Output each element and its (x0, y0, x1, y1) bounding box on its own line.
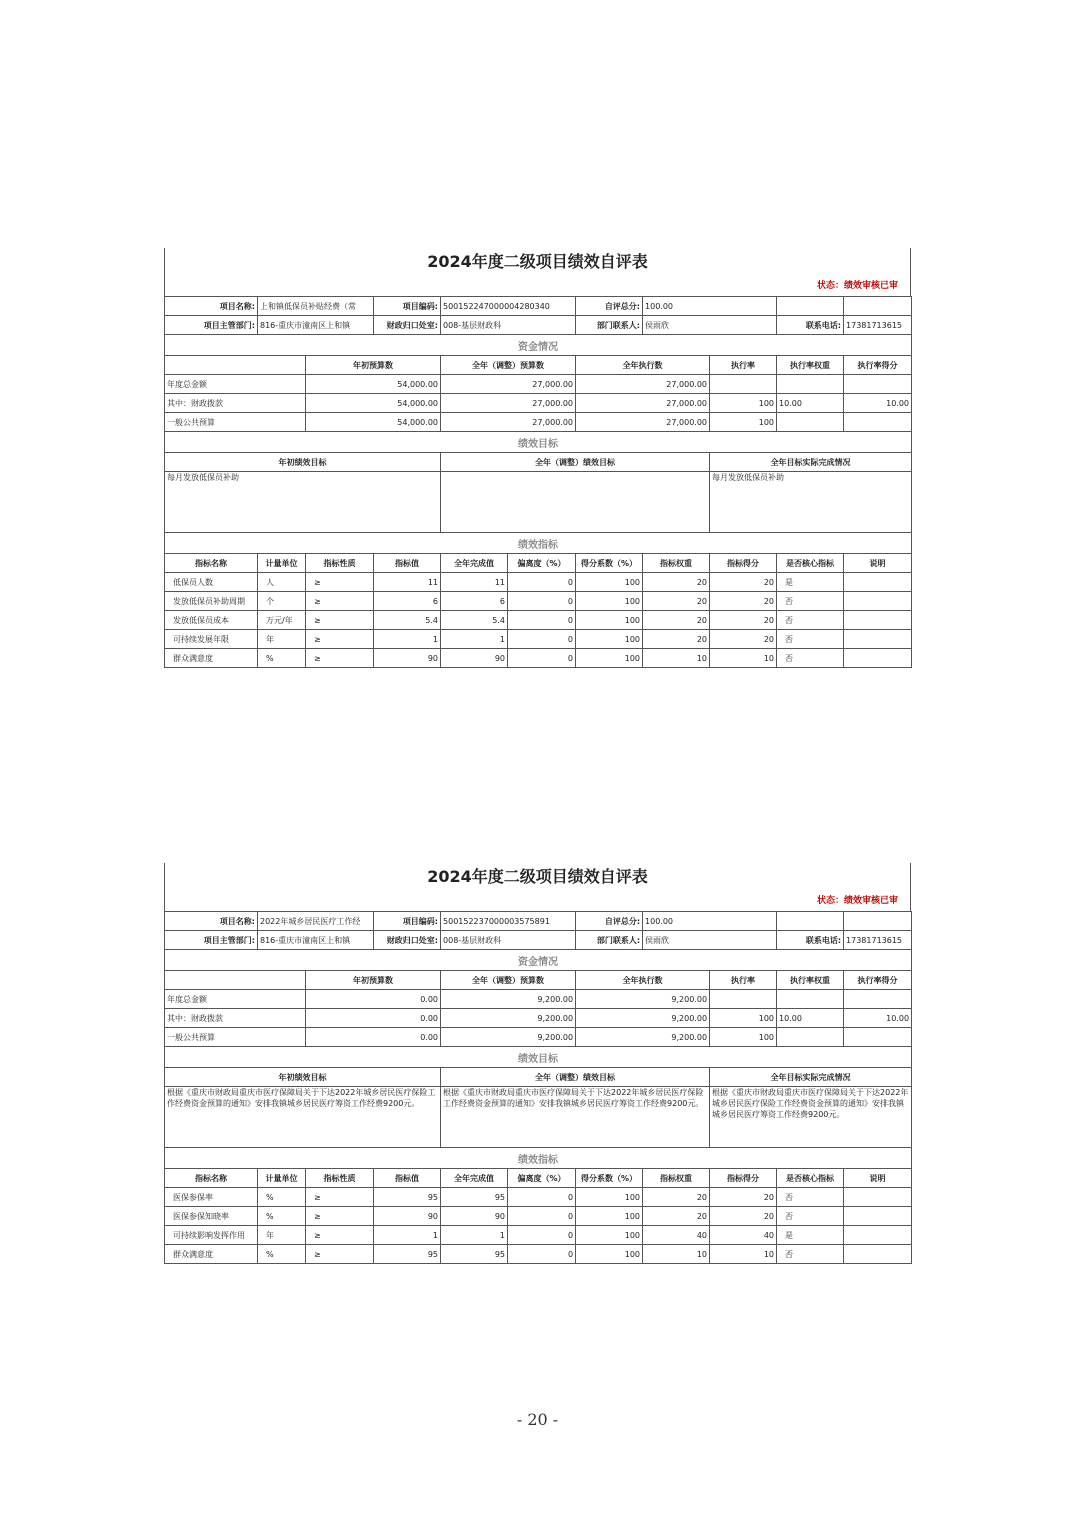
indicator-coefficient: 100 (576, 611, 643, 630)
goals-header-row (165, 453, 912, 472)
funds-weight: 10.00 (777, 1009, 844, 1028)
funds-rate: 100 (710, 413, 777, 432)
indicators-header-row (165, 554, 912, 573)
funds-rate: 100 (710, 1009, 777, 1028)
funds-header-weight: 执行率权重 (777, 356, 844, 375)
indicator-deviation: 0 (508, 592, 576, 611)
indicator-note (844, 1226, 912, 1245)
goals-section-row (165, 1047, 912, 1068)
funds-row-label: 其中：财政拨款 (165, 394, 306, 413)
indicator-row (165, 1207, 912, 1226)
indicator-core: 否 (777, 630, 844, 649)
indicator-coefficient: 100 (576, 1207, 643, 1226)
dept-label: 项目主管部门: (165, 931, 258, 950)
funds-header-adjusted: 全年（调整）预算数 (441, 356, 576, 375)
indicator-deviation: 0 (508, 1188, 576, 1207)
indicator-value: 90 (374, 649, 441, 668)
indicator-done: 90 (441, 649, 508, 668)
form-title: 2024年度二级项目绩效自评表 (164, 248, 911, 276)
funds-weight (777, 413, 844, 432)
dept-value: 816-重庆市潼南区上和镇 (258, 931, 374, 950)
indicator-deviation: 0 (508, 1245, 576, 1264)
indicator-coefficient: 100 (576, 573, 643, 592)
indicator-nature: ≥ (306, 1188, 374, 1207)
indicator-score: 20 (710, 1188, 777, 1207)
indicator-nature: ≥ (306, 611, 374, 630)
indicators-section-row (165, 1148, 912, 1169)
indicators-section-title: 绩效指标 (165, 533, 912, 554)
indicator-note (844, 1207, 912, 1226)
indicator-name: 群众满意度 (165, 1245, 258, 1264)
indicator-unit: % (258, 1207, 306, 1226)
project-name-value: 上和镇低保员补贴经费（常 (258, 297, 374, 316)
funds-header-executed: 全年执行数 (576, 356, 710, 375)
indicator-header-cell: 是否核心指标 (777, 554, 844, 573)
indicator-nature: ≥ (306, 592, 374, 611)
funds-initial: 0.00 (306, 1028, 441, 1047)
indicator-header-cell: 指标权重 (643, 1169, 710, 1188)
funds-weight (777, 990, 844, 1009)
funds-row-label: 其中：财政拨款 (165, 1009, 306, 1028)
indicator-row (165, 1245, 912, 1264)
funds-header-executed: 全年执行数 (576, 971, 710, 990)
funds-header-weight: 执行率权重 (777, 971, 844, 990)
funds-score: 10.00 (844, 1009, 912, 1028)
funds-row (165, 990, 912, 1009)
indicator-coefficient: 100 (576, 649, 643, 668)
finance-office-label: 财政归口处室: (374, 931, 441, 950)
phone-value: 17381713615 (844, 931, 912, 950)
dept-label: 项目主管部门: (165, 316, 258, 335)
indicator-deviation: 0 (508, 1226, 576, 1245)
indicator-note (844, 630, 912, 649)
project-name-label: 项目名称: (165, 912, 258, 931)
funds-row (165, 394, 912, 413)
indicators-section-row (165, 533, 912, 554)
funds-adjusted: 9,200.00 (441, 990, 576, 1009)
status-badge: 状态：绩效审核已审 (164, 276, 911, 296)
indicator-name: 发放低保员成本 (165, 611, 258, 630)
indicator-header-cell: 指标名称 (165, 554, 258, 573)
finance-office-label: 财政归口处室: (374, 316, 441, 335)
indicator-header-cell: 得分系数（%） (576, 554, 643, 573)
indicator-nature: ≥ (306, 630, 374, 649)
indicator-row (165, 630, 912, 649)
indicator-score: 20 (710, 630, 777, 649)
indicator-header-cell: 全年完成值 (441, 554, 508, 573)
funds-adjusted: 9,200.00 (441, 1009, 576, 1028)
indicator-unit: % (258, 649, 306, 668)
funds-executed: 27,000.00 (576, 413, 710, 432)
funds-executed: 9,200.00 (576, 1009, 710, 1028)
indicator-name: 可持续影响发挥作用 (165, 1226, 258, 1245)
indicator-value: 6 (374, 592, 441, 611)
indicators-section-title: 绩效指标 (165, 1148, 912, 1169)
indicator-note (844, 573, 912, 592)
form-table (164, 911, 912, 1264)
indicator-header-cell: 说明 (844, 1169, 912, 1188)
indicator-weight: 20 (643, 573, 710, 592)
indicator-row (165, 1226, 912, 1245)
indicator-header-cell: 指标性质 (306, 1169, 374, 1188)
goal-initial: 根据《重庆市财政局重庆市医疗保障局关于下达2022年城乡居民医疗保险工作经费资金预算的通知》安排我镇城乡居民医疗筹资工作经费9200元。 (165, 1087, 441, 1148)
funds-rate (710, 990, 777, 1009)
indicator-score: 40 (710, 1226, 777, 1245)
indicator-score: 20 (710, 611, 777, 630)
indicator-weight: 20 (643, 1207, 710, 1226)
status-badge: 状态：绩效审核已审 (164, 891, 911, 911)
funds-header-score: 执行率得分 (844, 356, 912, 375)
funds-section-row (165, 335, 912, 356)
self-score-label: 自评总分: (576, 297, 643, 316)
project-code-label: 项目编码: (374, 912, 441, 931)
indicator-core: 否 (777, 592, 844, 611)
info-row-1 (165, 297, 912, 316)
indicator-coefficient: 100 (576, 592, 643, 611)
form-title: 2024年度二级项目绩效自评表 (164, 863, 911, 891)
indicator-core: 否 (777, 1245, 844, 1264)
indicator-header-cell: 说明 (844, 554, 912, 573)
funds-row (165, 375, 912, 394)
indicator-header-cell: 指标性质 (306, 554, 374, 573)
funds-adjusted: 27,000.00 (441, 375, 576, 394)
goal-adjusted (441, 472, 710, 533)
funds-executed: 27,000.00 (576, 375, 710, 394)
indicator-core: 否 (777, 1207, 844, 1226)
indicator-deviation: 0 (508, 649, 576, 668)
dept-value: 816-重庆市潼南区上和镇 (258, 316, 374, 335)
funds-header-rate: 执行率 (710, 356, 777, 375)
goals-header-adjusted: 全年（调整）绩效目标 (441, 1068, 710, 1087)
funds-row-label: 一般公共预算 (165, 413, 306, 432)
funds-row (165, 1028, 912, 1047)
funds-initial: 0.00 (306, 1009, 441, 1028)
funds-row-label: 年度总金额 (165, 990, 306, 1009)
indicator-core: 否 (777, 649, 844, 668)
funds-header-row (165, 971, 912, 990)
contact-value: 侯雨欣 (643, 931, 777, 950)
indicator-nature: ≥ (306, 1226, 374, 1245)
funds-executed: 9,200.00 (576, 1028, 710, 1047)
funds-weight: 10.00 (777, 394, 844, 413)
indicator-row (165, 573, 912, 592)
indicator-name: 群众满意度 (165, 649, 258, 668)
indicator-score: 20 (710, 573, 777, 592)
funds-initial: 54,000.00 (306, 375, 441, 394)
indicator-header-cell: 偏离度（%） (508, 1169, 576, 1188)
funds-adjusted: 27,000.00 (441, 413, 576, 432)
indicator-coefficient: 100 (576, 1226, 643, 1245)
indicator-done: 5.4 (441, 611, 508, 630)
indicator-weight: 20 (643, 611, 710, 630)
phone-label: 联系电话: (777, 931, 844, 950)
funds-initial: 0.00 (306, 990, 441, 1009)
indicator-value: 95 (374, 1245, 441, 1264)
indicator-row (165, 1188, 912, 1207)
funds-score (844, 375, 912, 394)
indicator-note (844, 1188, 912, 1207)
indicator-nature: ≥ (306, 649, 374, 668)
indicator-score: 20 (710, 1207, 777, 1226)
indicator-header-cell: 指标得分 (710, 1169, 777, 1188)
indicator-weight: 20 (643, 630, 710, 649)
goal-actual: 根据《重庆市财政局重庆市医疗保障局关于下达2022年城乡居民医疗保险工作经费资金预算的通知》安排我镇城乡居民医疗筹资工作经费9200元。 (710, 1087, 912, 1148)
indicator-unit: 个 (258, 592, 306, 611)
indicator-core: 是 (777, 573, 844, 592)
indicator-done: 11 (441, 573, 508, 592)
indicator-header-cell: 指标值 (374, 1169, 441, 1188)
funds-header-adjusted: 全年（调整）预算数 (441, 971, 576, 990)
indicator-done: 90 (441, 1207, 508, 1226)
info-row-2 (165, 931, 912, 950)
funds-executed: 27,000.00 (576, 394, 710, 413)
project-name-label: 项目名称: (165, 297, 258, 316)
indicator-done: 1 (441, 630, 508, 649)
indicator-weight: 10 (643, 1245, 710, 1264)
indicator-nature: ≥ (306, 573, 374, 592)
goal-initial: 每月发放低保员补助 (165, 472, 441, 533)
indicator-header-cell: 指标值 (374, 554, 441, 573)
funds-section-row (165, 950, 912, 971)
evaluation-form-1 (164, 248, 911, 668)
funds-section-title: 资金情况 (165, 950, 912, 971)
contact-label: 部门联系人: (576, 931, 643, 950)
funds-header-score: 执行率得分 (844, 971, 912, 990)
goals-header-actual: 全年目标实际完成情况 (710, 1068, 912, 1087)
indicator-coefficient: 100 (576, 1188, 643, 1207)
indicator-nature: ≥ (306, 1207, 374, 1226)
funds-weight (777, 375, 844, 394)
indicator-value: 5.4 (374, 611, 441, 630)
indicator-name: 可持续发展年限 (165, 630, 258, 649)
self-score-label: 自评总分: (576, 912, 643, 931)
indicator-weight: 40 (643, 1226, 710, 1245)
indicator-score: 10 (710, 649, 777, 668)
funds-row-label: 年度总金额 (165, 375, 306, 394)
indicator-header-cell: 偏离度（%） (508, 554, 576, 573)
indicator-header-cell: 计量单位 (258, 1169, 306, 1188)
indicator-done: 1 (441, 1226, 508, 1245)
indicator-row (165, 592, 912, 611)
funds-score (844, 413, 912, 432)
goals-header-adjusted: 全年（调整）绩效目标 (441, 453, 710, 472)
indicator-unit: 人 (258, 573, 306, 592)
funds-rate: 100 (710, 1028, 777, 1047)
project-code-label: 项目编码: (374, 297, 441, 316)
indicator-coefficient: 100 (576, 630, 643, 649)
funds-section-title: 资金情况 (165, 335, 912, 356)
indicator-header-cell: 指标名称 (165, 1169, 258, 1188)
funds-weight (777, 1028, 844, 1047)
funds-rate (710, 375, 777, 394)
info-row-1 (165, 912, 912, 931)
indicator-score: 10 (710, 1245, 777, 1264)
indicator-nature: ≥ (306, 1245, 374, 1264)
indicator-name: 发放低保员补助周期 (165, 592, 258, 611)
contact-label: 部门联系人: (576, 316, 643, 335)
indicator-done: 95 (441, 1188, 508, 1207)
indicator-weight: 20 (643, 1188, 710, 1207)
project-name-value: 2022年城乡居民医疗工作经 (258, 912, 374, 931)
funds-executed: 9,200.00 (576, 990, 710, 1009)
funds-row-label: 一般公共预算 (165, 1028, 306, 1047)
indicator-header-cell: 全年完成值 (441, 1169, 508, 1188)
indicator-value: 95 (374, 1188, 441, 1207)
goals-section-title: 绩效目标 (165, 432, 912, 453)
indicator-value: 11 (374, 573, 441, 592)
funds-header-initial: 年初预算数 (306, 971, 441, 990)
goal-adjusted: 根据《重庆市财政局重庆市医疗保障局关于下达2022年城乡居民医疗保险工作经费资金预算的通知》安排我镇城乡居民医疗筹资工作经费9200元。 (441, 1087, 710, 1148)
funds-header-initial: 年初预算数 (306, 356, 441, 375)
goals-header-actual: 全年目标实际完成情况 (710, 453, 912, 472)
indicator-done: 6 (441, 592, 508, 611)
funds-score (844, 1028, 912, 1047)
self-score-value: 100.00 (643, 912, 777, 931)
goals-section-row (165, 432, 912, 453)
finance-office-value: 008-基层财政科 (441, 931, 576, 950)
indicator-name: 医保参保率 (165, 1188, 258, 1207)
indicator-header-cell: 计量单位 (258, 554, 306, 573)
goals-section-title: 绩效目标 (165, 1047, 912, 1068)
indicator-deviation: 0 (508, 611, 576, 630)
funds-adjusted: 27,000.00 (441, 394, 576, 413)
indicator-header-cell: 指标权重 (643, 554, 710, 573)
phone-value: 17381713615 (844, 316, 912, 335)
goals-row (165, 472, 912, 533)
indicator-unit: 年 (258, 1226, 306, 1245)
indicator-unit: % (258, 1245, 306, 1264)
indicator-header-cell: 得分系数（%） (576, 1169, 643, 1188)
indicator-done: 95 (441, 1245, 508, 1264)
indicator-header-cell: 指标得分 (710, 554, 777, 573)
goals-header-initial: 年初绩效目标 (165, 453, 441, 472)
phone-label: 联系电话: (777, 316, 844, 335)
funds-row (165, 413, 912, 432)
indicator-unit: 年 (258, 630, 306, 649)
info-row-2 (165, 316, 912, 335)
form-table (164, 296, 912, 668)
indicator-name: 低保员人数 (165, 573, 258, 592)
funds-initial: 54,000.00 (306, 413, 441, 432)
project-code-value: 500152237000003575891 (441, 912, 576, 931)
goals-row (165, 1087, 912, 1148)
indicator-note (844, 649, 912, 668)
funds-score (844, 990, 912, 1009)
funds-row (165, 1009, 912, 1028)
goal-actual: 每月发放低保员补助 (710, 472, 912, 533)
indicator-note (844, 1245, 912, 1264)
indicator-weight: 10 (643, 649, 710, 668)
indicators-header-row (165, 1169, 912, 1188)
indicator-unit: 万元/年 (258, 611, 306, 630)
indicator-core: 是 (777, 1226, 844, 1245)
indicator-row (165, 649, 912, 668)
funds-initial: 54,000.00 (306, 394, 441, 413)
indicator-value: 1 (374, 630, 441, 649)
funds-adjusted: 9,200.00 (441, 1028, 576, 1047)
indicator-header-cell: 是否核心指标 (777, 1169, 844, 1188)
indicator-value: 90 (374, 1207, 441, 1226)
indicator-deviation: 0 (508, 573, 576, 592)
funds-header-row (165, 356, 912, 375)
project-code-value: 500152247000004280340 (441, 297, 576, 316)
evaluation-form-2 (164, 863, 911, 1264)
indicator-value: 1 (374, 1226, 441, 1245)
funds-score: 10.00 (844, 394, 912, 413)
finance-office-value: 008-基层财政科 (441, 316, 576, 335)
indicator-unit: % (258, 1188, 306, 1207)
contact-value: 侯雨欣 (643, 316, 777, 335)
funds-rate: 100 (710, 394, 777, 413)
indicator-note (844, 611, 912, 630)
funds-header-rate: 执行率 (710, 971, 777, 990)
indicator-core: 否 (777, 1188, 844, 1207)
indicator-note (844, 592, 912, 611)
goals-header-row (165, 1068, 912, 1087)
indicator-name: 医保参保知晓率 (165, 1207, 258, 1226)
indicator-deviation: 0 (508, 1207, 576, 1226)
page-number: - 20 - (516, 1410, 559, 1429)
goals-header-initial: 年初绩效目标 (165, 1068, 441, 1087)
indicator-score: 20 (710, 592, 777, 611)
indicator-coefficient: 100 (576, 1245, 643, 1264)
indicator-deviation: 0 (508, 630, 576, 649)
indicator-row (165, 611, 912, 630)
indicator-core: 否 (777, 611, 844, 630)
self-score-value: 100.00 (643, 297, 777, 316)
indicator-weight: 20 (643, 592, 710, 611)
